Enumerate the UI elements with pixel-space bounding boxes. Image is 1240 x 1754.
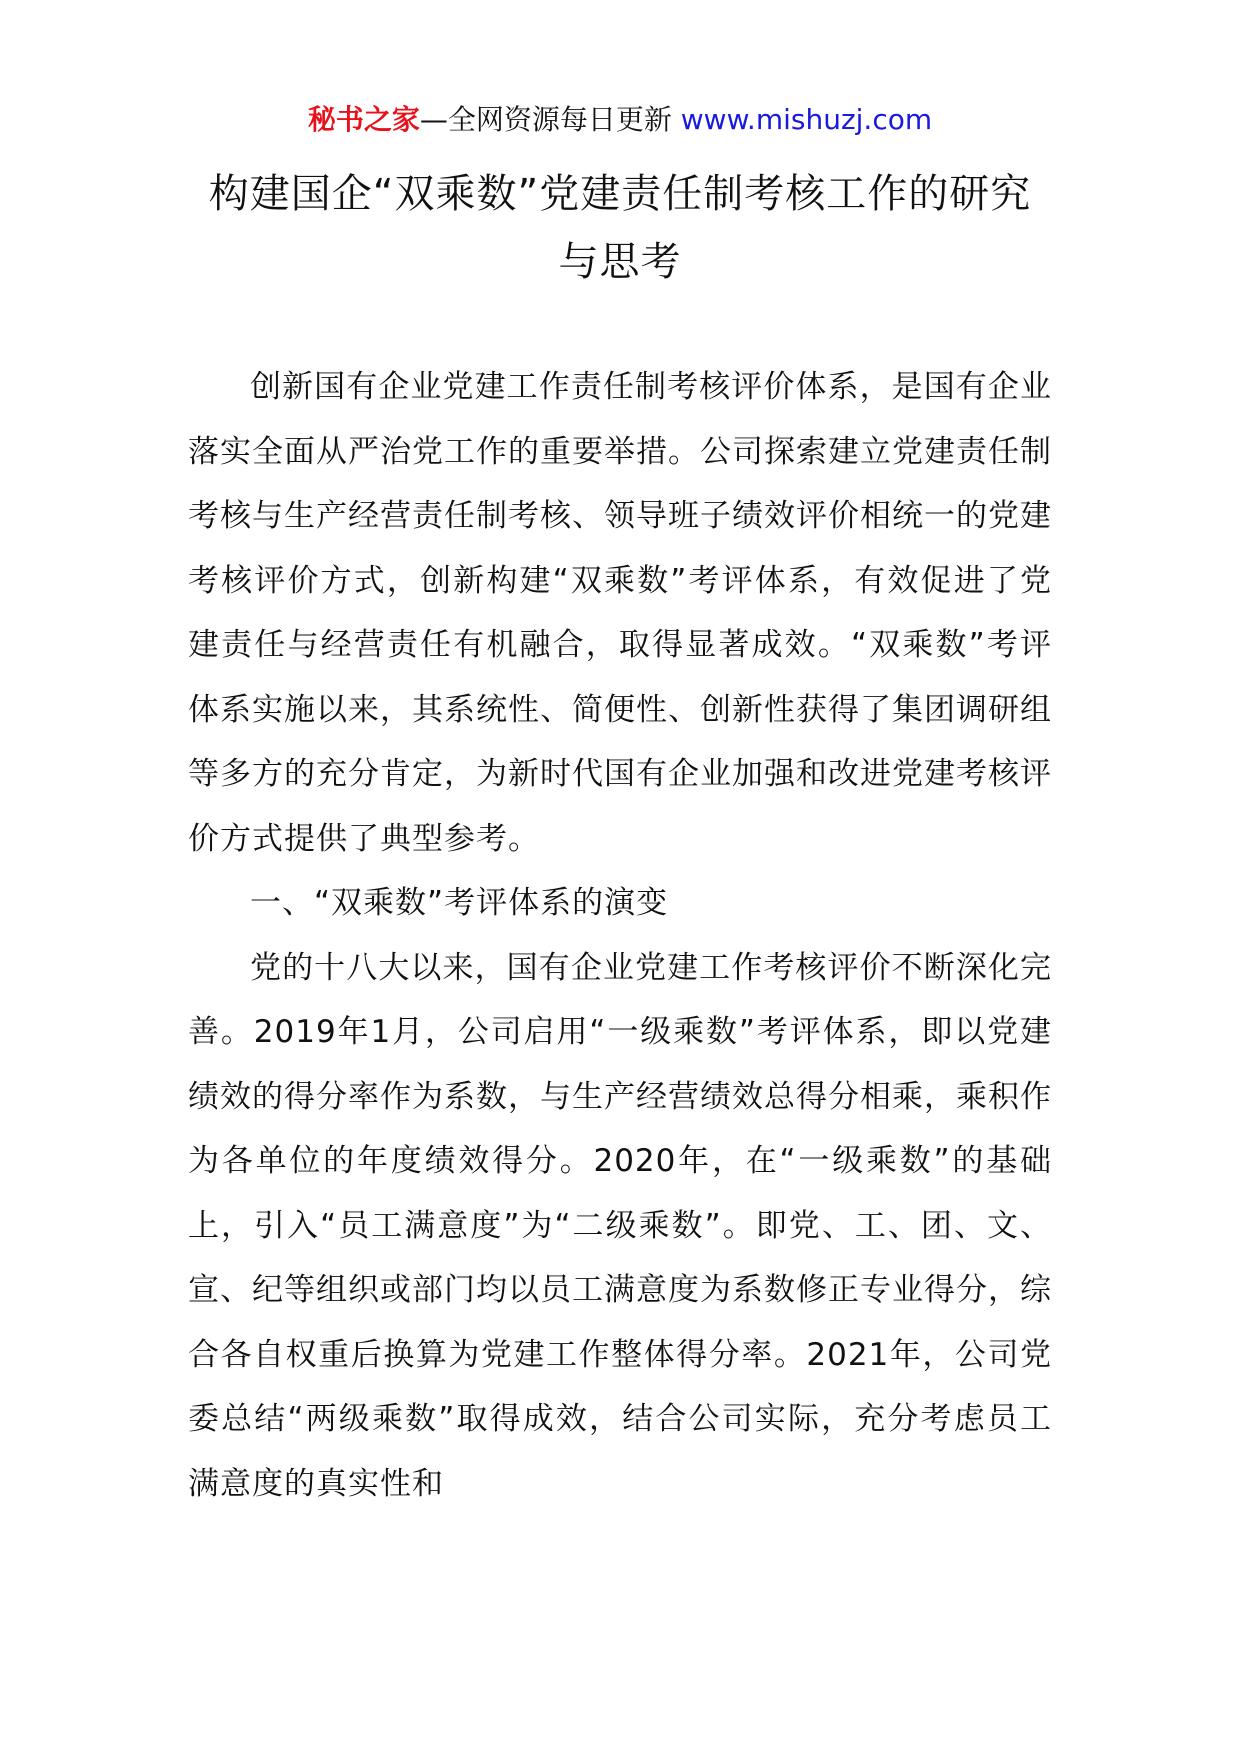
document-body	[188, 355, 1052, 1516]
section-heading: 一、“双乘数”考评体系的演变	[250, 885, 669, 921]
document-title: 构建国企“双乘数”党建责任制考核工作的研究与思考	[208, 171, 1032, 285]
site-slogan: —全网资源每日更新	[419, 103, 681, 136]
site-url-link[interactable]: www.mishuzj.com	[680, 103, 933, 136]
site-brand: 秘书之家	[307, 103, 420, 136]
intro-paragraph: 创新国有企业党建工作责任制考核评价体系，是国有企业落实全面从严治党工作的重要举措。公司探索建立党建责任制考核与生产经营责任制考核、领导班子绩效评价相统一的党建考核评价方式，创新构建“双乘数”考评体系，有效促进了党建责任与经营责任有机融合，取得显著成效。“双乘数”考评体系实施以来，其系统性、简便性、创新性获得了集团调研组等多方的充分肯定，为新时代国有企业加强和改进党建考核评价方式提供了典型参考。	[188, 369, 1052, 857]
site-header	[0, 100, 1240, 140]
section-paragraph: 党的十八大以来，国有企业党建工作考核评价不断深化完善。2019年1月，公司启用“一级乘数”考评体系，即以党建绩效的得分率作为系数，与生产经营绩效总得分相乘，乘积作为各单位的年度绩效得分。2020年，在“一级乘数”的基础上，引入“员工满意度”为“二级乘数”。即党、工、团、文、宣、纪等组织或部门均以员工满意度为系数修正专业得分，综合各自权重后换算为党建工作整体得分率。2021年，公司党委总结“两级乘数”取得成效，结合公司实际，充分考虑员工满意度的真实性和	[188, 949, 1052, 1502]
